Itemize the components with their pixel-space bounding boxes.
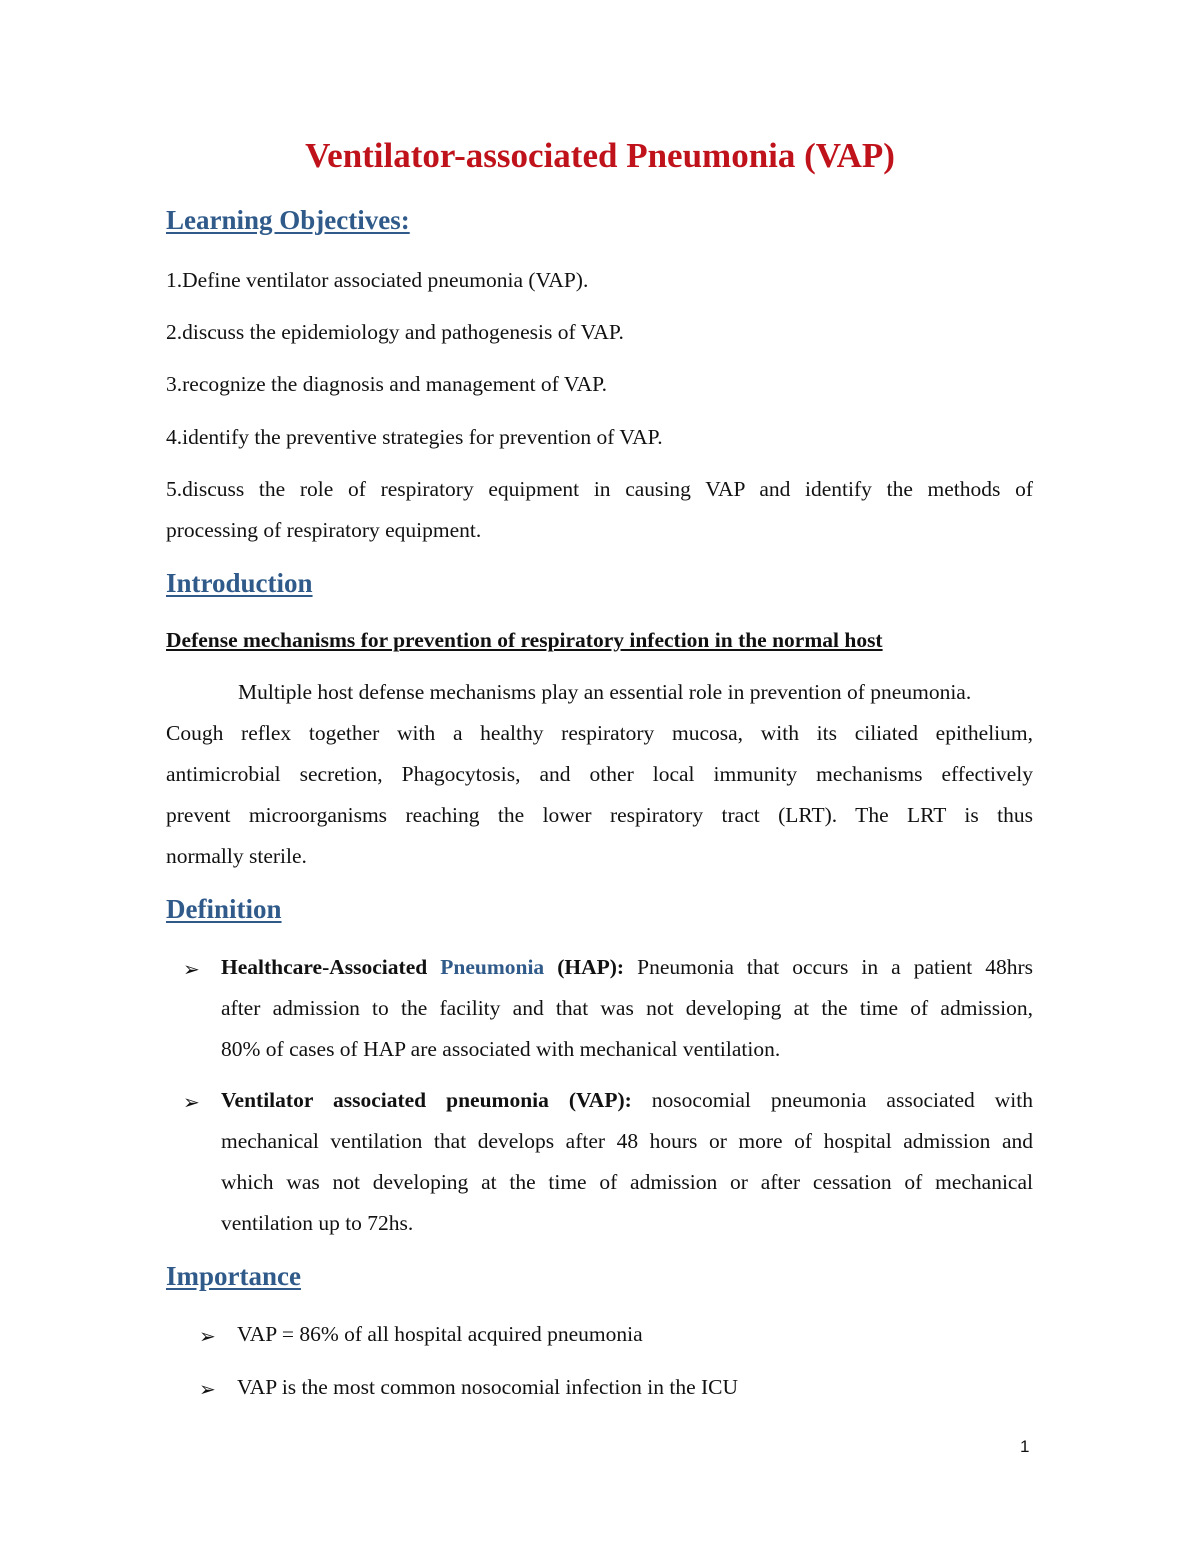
objective-item: 4.identify the preventive strategies for prevention of VAP. [166, 425, 663, 449]
vap-term: Ventilator associated pneumonia (VAP): [221, 1088, 632, 1112]
arrow-bullet-icon: ➢ [183, 957, 200, 981]
page-number: 1 [1020, 1437, 1030, 1456]
introduction-subheading: Defense mechanisms for prevention of respiratory infection in the normal host [166, 628, 883, 652]
vap-definition-line: which was not developing at the time of admission or after cessation of mechanical [221, 1170, 1033, 1194]
vap-line1-text: nosocomial pneumonia associated with [651, 1088, 1033, 1112]
hap-term-c: (HAP): [557, 955, 625, 979]
paragraph-line: Multiple host defense mechanisms play an essential role in prevention of pneumonia. [238, 680, 972, 704]
vap-definition-line: mechanical ventilation that develops after 48 hours or more of hospital admission and [221, 1129, 1033, 1153]
importance-item: VAP = 86% of all hospital acquired pneumonia [237, 1322, 643, 1346]
arrow-bullet-icon: ➢ [183, 1090, 200, 1114]
vap-definition-line [221, 1088, 1033, 1113]
objective-item: 1.Define ventilator associated pneumonia (VAP). [166, 268, 589, 292]
objective-item: 5.discuss the role of respiratory equipment in causing VAP and identify the methods of [166, 477, 1033, 501]
importance-item: VAP is the most common nosocomial infection in the ICU [237, 1375, 739, 1399]
learning-objectives-heading: Learning Objectives: [166, 205, 410, 235]
definition-heading: Definition [166, 894, 282, 924]
document-title: Ventilator-associated Pneumonia (VAP) [305, 136, 895, 175]
importance-heading: Importance [166, 1261, 301, 1291]
objective-item-continuation: processing of respiratory equipment. [166, 518, 482, 542]
paragraph-line: antimicrobial secretion, Phagocytosis, and other local immunity mechanisms effectively [166, 762, 1033, 786]
vap-definition-line: ventilation up to 72hs. [221, 1211, 414, 1235]
arrow-bullet-icon: ➢ [199, 1324, 216, 1348]
paragraph-line: normally sterile. [166, 844, 307, 868]
hap-term-b: Pneumonia [440, 955, 545, 979]
objective-item: 3.recognize the diagnosis and management of VAP. [166, 372, 608, 396]
hap-line1-text: Pneumonia that occurs in a patient 48hrs [637, 955, 1034, 979]
hap-definition-line: 80% of cases of HAP are associated with mechanical ventilation. [221, 1037, 781, 1061]
paragraph-line: prevent microorganisms reaching the lower respiratory tract (LRT). The LRT is thus [166, 803, 1033, 827]
introduction-heading: Introduction [166, 568, 313, 598]
hap-definition-line [221, 955, 1033, 980]
arrow-bullet-icon: ➢ [199, 1377, 216, 1401]
hap-term-a: Healthcare-Associated [221, 955, 428, 979]
paragraph-line: Cough reflex together with a healthy respiratory mucosa, with its ciliated epithelium, [166, 721, 1033, 745]
hap-definition-line: after admission to the facility and that was not developing at the time of admission, [221, 996, 1033, 1020]
objective-item: 2.discuss the epidemiology and pathogenesis of VAP. [166, 320, 624, 344]
